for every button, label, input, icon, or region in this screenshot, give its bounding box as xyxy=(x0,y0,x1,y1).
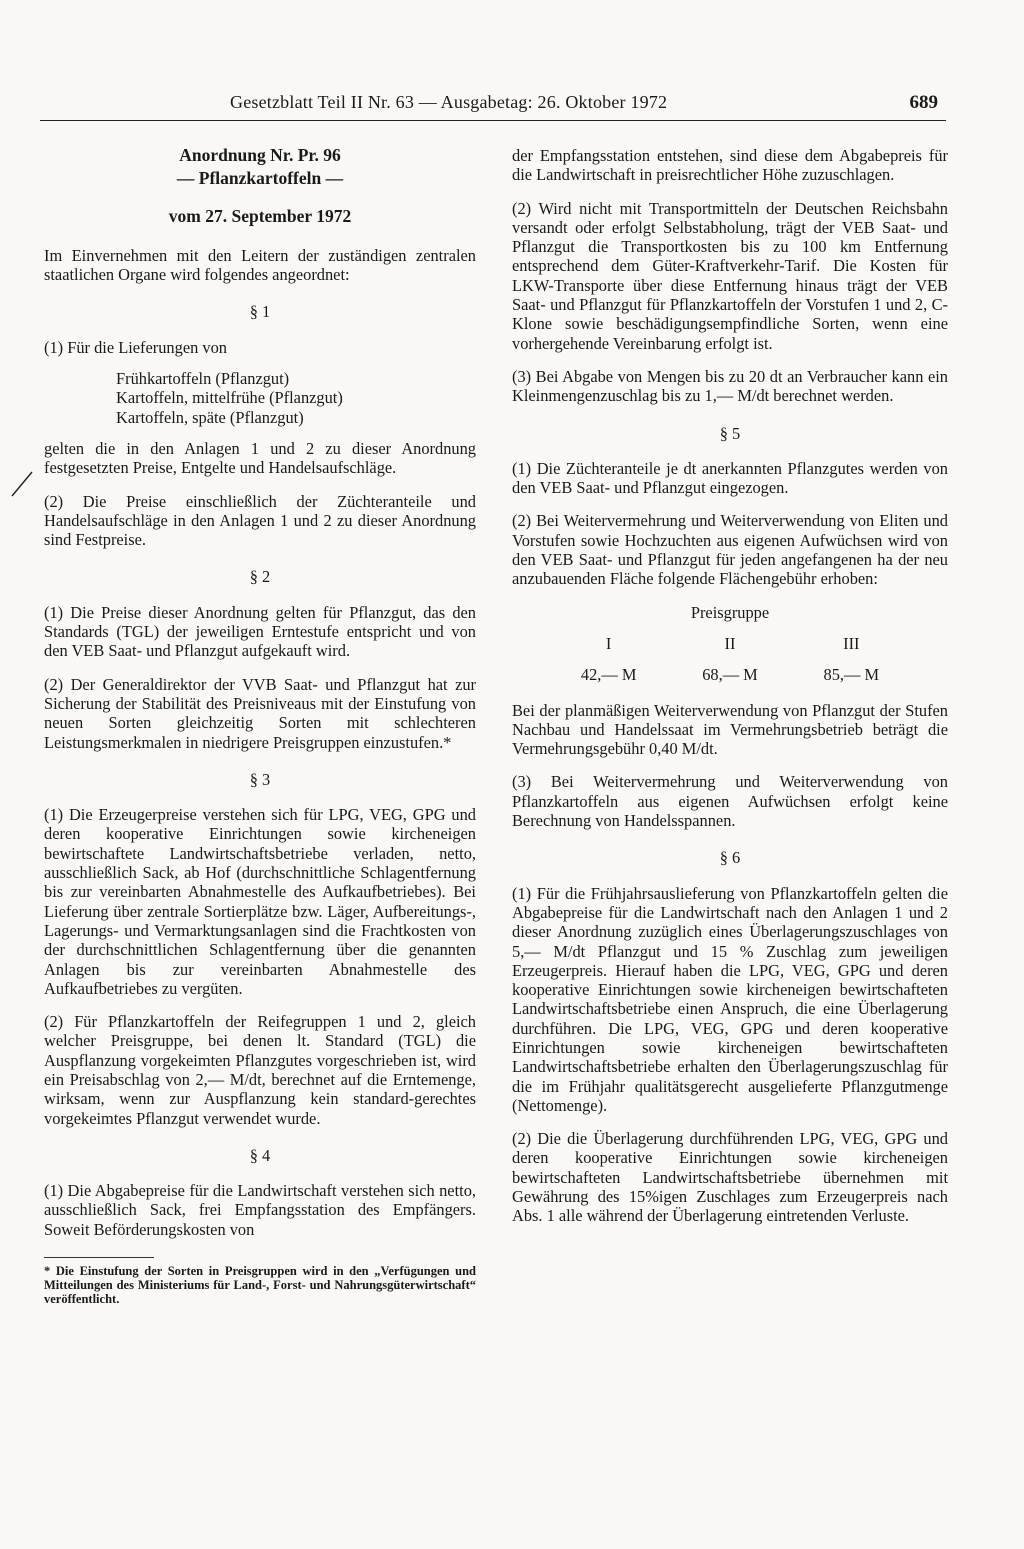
fee-table-prices xyxy=(512,665,948,684)
page-number: 689 xyxy=(909,92,938,113)
price-value: 42,— M xyxy=(580,665,637,685)
ordinance-title: Anordnung Nr. Pr. 96 xyxy=(179,145,341,165)
s2-p2: (2) Der Generaldirektor der VVB Saat- und Pflanzgut hat zur Sicherung der Stabilität des Preisniveaus mit der Einstufung von neuen Sorten gleichzeitig Sorten mit schlechteren Leistungsmerkmalen in niedrigere Preisgruppen einzustufen.* xyxy=(44,674,476,752)
section-heading-3: § 3 xyxy=(249,769,271,789)
s4-p1b: der Empfangsstation entstehen, sind diese dem Abgabepreis für die Landwirtschaft in preisrechtlicher Höhe zuzuschlagen. xyxy=(512,146,948,185)
list-item: Frühkartoffeln (Pflanzgut) xyxy=(116,369,290,389)
fee-table-heading: Preisgruppe xyxy=(690,602,770,622)
header-title: Gesetzblatt Teil II Nr. 63 — Ausgabetag: 26. Oktober 1972 xyxy=(230,92,668,112)
s5-p2b: Bei der planmäßigen Weiterverwendung von Pflanzgut der Stufen Nachbau und Handelssaat im Vermehrungsbetrieb beträgt die Vermehrungsgebühr 0,40 M/dt. xyxy=(512,700,948,759)
s1-p1-intro: (1) Für die Lieferungen von xyxy=(44,337,227,357)
list-item: Kartoffeln, mittelfrühe (Pflanzgut) xyxy=(116,388,343,408)
price-value: 68,— M xyxy=(702,665,758,685)
left-column xyxy=(44,146,476,1306)
s1-p2: (2) Die Preise einschließlich der Züchteranteile und Handelsaufschläge in den Anlagen 1 und 2 zu dieser Anordnung sind Festpreise. xyxy=(44,491,476,550)
section-heading-5: § 5 xyxy=(719,423,741,443)
s4-p2: (2) Wird nicht mit Transportmitteln der Deutschen Reichsbahn versandt oder erfolgt Selbstabholung, trägt der VEB Saat- und Pflanzgut die Transportkosten bis zu 100 km Entfernung entsprechend dem Güter-Kraftverkehr-Tarif. Die Kosten für LKW-Transporte über diese Entfernung hinaus trägt der VEB Saat- und Pflanzgut für Pflanzkartoffeln der Vorstufen 1 und 2, C-Klone sowie beschädigungsempfindliche Sorten, wenn eine vorhergehende Vereinbarung erfolgt ist. xyxy=(512,198,948,353)
section-heading-1: § 1 xyxy=(249,302,271,322)
list-item: Kartoffeln, späte (Pflanzgut) xyxy=(116,407,304,427)
s6-p1: (1) Für die Frühjahrsauslieferung von Pflanzkartoffeln gelten die Abgabepreise für die Landwirtschaft nach den Anlagen 1 und 2 dieser Anordnung zuzüglich eines Überlagerungszuschlages von 5,— M/dt Pflanzgut und 15 % Zuschlag zum jeweiligen Erzeugerpreis. Hierauf haben die LPG, VEG, GPG und deren kooperative Einrichtungen sowie kircheneigen bewirtschafteten Landwirtschaftsbetriebe einen Anspruch, die eine Überlagerung durchführen. Die LPG, VEG, GPG und deren kooperative Einrichtungen sowie kircheneigen bewirtschafteten Landwirtschaftsbetriebe erhalten den Überlagerungszuschlag für die im Frühjahr qualitätsgerecht ausgelieferte Pflanzgutmenge (Nettomenge). xyxy=(512,883,948,1115)
page-header xyxy=(40,88,946,121)
section-heading-6: § 6 xyxy=(719,848,741,868)
footnote-rule xyxy=(44,1257,154,1258)
s4-p3: (3) Bei Abgabe von Mengen bis zu 20 dt an Verbraucher kann ein Kleinmengenzuschlag bis zu 1,— M/dt berechnet werden. xyxy=(512,366,948,406)
s3-p2: (2) Für Pflanzkartoffeln der Reifegruppen 1 und 2, gleich welcher Preisgruppe, bei denen lt. Standard (TGL) die Auspflanzung vorgekeimten Pflanzgutes vorgeschrieben ist, wird ein Preisabschlag von 2,— M/dt, berechnet auf die Erntemenge, wirksam, wenn zur Auspflanzung kein standard-gerechtes vorgekeimtes Pflanzgut verwendet wurde. xyxy=(44,1012,476,1128)
s6-p2: (2) Die die Überlagerung durchführenden LPG, VEG, GPG und deren kooperative Einrichtungen sowie kircheneigen bewirtschafteten Landwirtschaftsbetriebe übernehmen mit Gewährung des 15%igen Zuschlages zum Erzeugerpreis nach Abs. 1 alle während der Überlagerung eintretenden Verluste. xyxy=(512,1129,948,1226)
intro-paragraph: Im Einvernehmen mit den Leitern der zuständigen zentralen staatlichen Organe wird folgendes angeordnet: xyxy=(44,245,476,285)
s2-p1: (1) Die Preise dieser Anordnung gelten für Pflanzgut, das den Standards (TGL) der jeweiligen Erntestufe entspricht und von den VEB Saat- und Pflanzgut aufgekauft wird. xyxy=(44,602,476,661)
s4-p1a: (1) Die Abgabepreise für die Landwirtschaft verstehen sich netto, ausschließlich Sack, frei Empfangsstation des Empfängers. Soweit Beförderungskosten von xyxy=(44,1181,476,1239)
ordinance-subtitle: — Pflanzkartoffeln — xyxy=(176,168,344,189)
margin-pen-mark xyxy=(10,468,34,498)
price-group-label: III xyxy=(843,633,860,653)
fee-table-groups xyxy=(512,634,948,653)
s5-p2: (2) Bei Weitervermehrung und Weiterverwendung von Eliten und Vorstufen sowie Hochzuchten aus eigenen Aufwüchsen wird von den VEB Saat- und Pflanzgut für jeden angefangenen ha der neu anzubauenden Fläche folgende Flächengebühr erhoben: xyxy=(512,511,948,589)
price-group-label: I xyxy=(605,633,612,653)
s3-p1: (1) Die Erzeugerpreise verstehen sich für LPG, VEG, GPG und deren kooperative Einrichtungen sowie kircheneigen bewirtschaftete Landwirtschaftsbetriebe verladen, netto, ausschließlich Sack, ab Hof (durchschnittliche Schlagentfernung bis zur vereinbarten Abnahmestelle des Aufkaufbetriebes). Bei Lieferung über zentrale Sortierplätze bzw. Läger, Aufbereitungs-, Lagerungs- und Vermarktungsanlagen sind die Frachtkosten von der durchschnittlichen Schlagentfernung über die genannten Anlagen bis zur vereinbarten Abnahmestelle des Aufkaufbetriebes zu vergüten. xyxy=(44,805,476,998)
price-value: 85,— M xyxy=(823,665,880,685)
s5-p3: (3) Bei Weitervermehrung und Weiterverwendung von Pflanzkartoffeln aus eigenen Aufwüchsen erfolgt keine Berechnung von Handelsspannen. xyxy=(512,772,948,831)
section-heading-4: § 4 xyxy=(249,1145,271,1165)
s5-p1: (1) Die Züchteranteile je dt anerkannten Pflanzgutes werden von den VEB Saat- und Pflanzgut eingezogen. xyxy=(512,458,948,498)
potato-type-list xyxy=(116,369,476,427)
ordinance-date: vom 27. September 1972 xyxy=(168,205,352,226)
section-heading-2: § 2 xyxy=(249,567,271,587)
right-column xyxy=(512,146,948,1240)
price-group-label: II xyxy=(724,633,736,653)
s1-p1-continuation: gelten die in den Anlagen 1 und 2 zu dieser Anordnung festgesetzten Preise, Entgelte und Handelsaufschläge. xyxy=(44,438,476,478)
fee-table xyxy=(512,603,948,685)
footnote: * Die Einstufung der Sorten in Preisgruppen wird in den „Verfügungen und Mitteilungen des Ministeriums für Land-, Forst- und Nahrungsgüterwirtschaft“ veröffentlicht. xyxy=(44,1264,476,1307)
